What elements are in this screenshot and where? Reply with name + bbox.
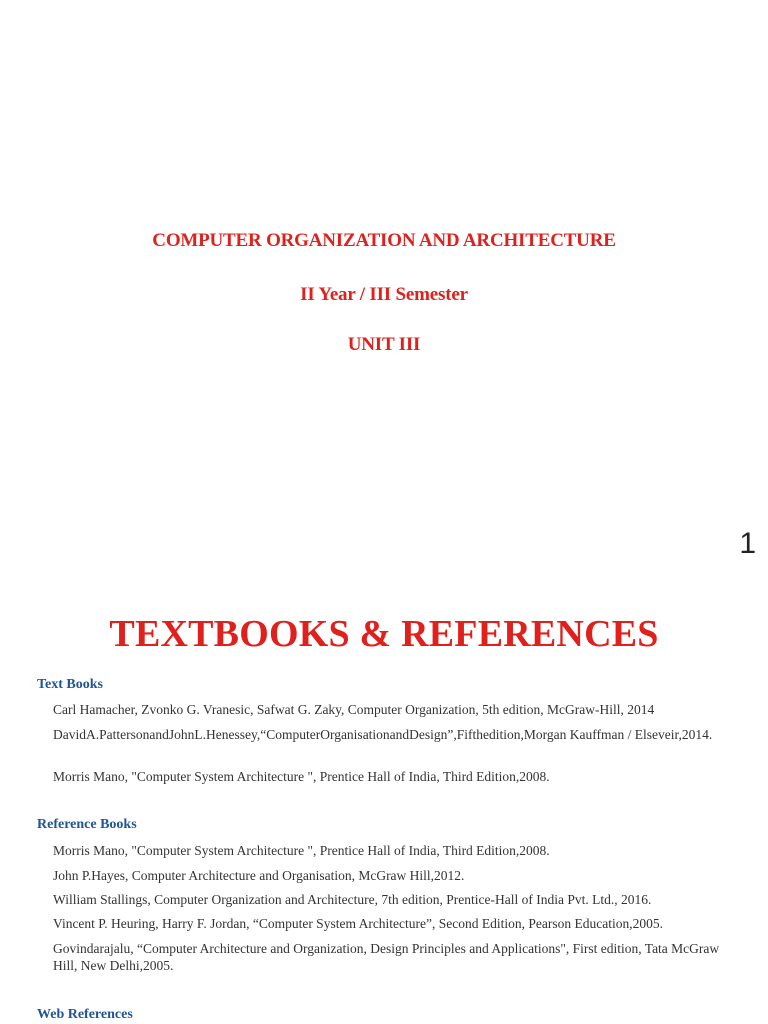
text-books-heading: Text Books <box>37 677 104 692</box>
reference-book-item: Govindarajalu, “Computer Architecture and Organization, Design Principles and Applications", First edition, Tata McGraw Hill, New Delhi,2005. <box>53 941 720 973</box>
text-book-item: Morris Mano, "Computer System Architecture ", Prentice Hall of India, Third Edition,2008. <box>53 769 550 784</box>
web-references-heading: Web References <box>37 1007 133 1022</box>
course-title: COMPUTER ORGANIZATION AND ARCHITECTURE <box>152 230 616 251</box>
references-slide <box>0 600 768 1024</box>
reference-books-heading: Reference Books <box>37 817 137 832</box>
reference-book-item: John P.Hayes, Computer Architecture and Organisation, McGraw Hill,2012. <box>53 868 465 883</box>
reference-book-item: Vincent P. Heuring, Harry F. Jordan, “Computer System Architecture”, Second Edition, Pearson Education,2005. <box>53 916 663 931</box>
text-book-item: DavidA.PattersonandJohnL.Henessey,“ComputerOrganisationandDesign”,Fifthedition,Morgan Kauffman / Elseveir,2014. <box>53 727 713 742</box>
page-number: 1 <box>739 527 756 560</box>
text-book-item: Carl Hamacher, Zvonko G. Vranesic, Safwat G. Zaky, Computer Organization, 5th edition, McGraw-Hill, 2014 <box>53 702 655 717</box>
unit-label: UNIT III <box>347 334 421 355</box>
year-semester: II Year / III Semester <box>300 284 468 305</box>
reference-book-item: William Stallings, Computer Organization and Architecture, 7th edition, Prentice-Hall of India Pvt. Ltd., 2016. <box>53 892 652 907</box>
reference-book-item: Morris Mano, "Computer System Architecture ", Prentice Hall of India, Third Edition,2008. <box>53 843 550 858</box>
references-title: TEXTBOOKS & REFERENCES <box>109 613 659 655</box>
